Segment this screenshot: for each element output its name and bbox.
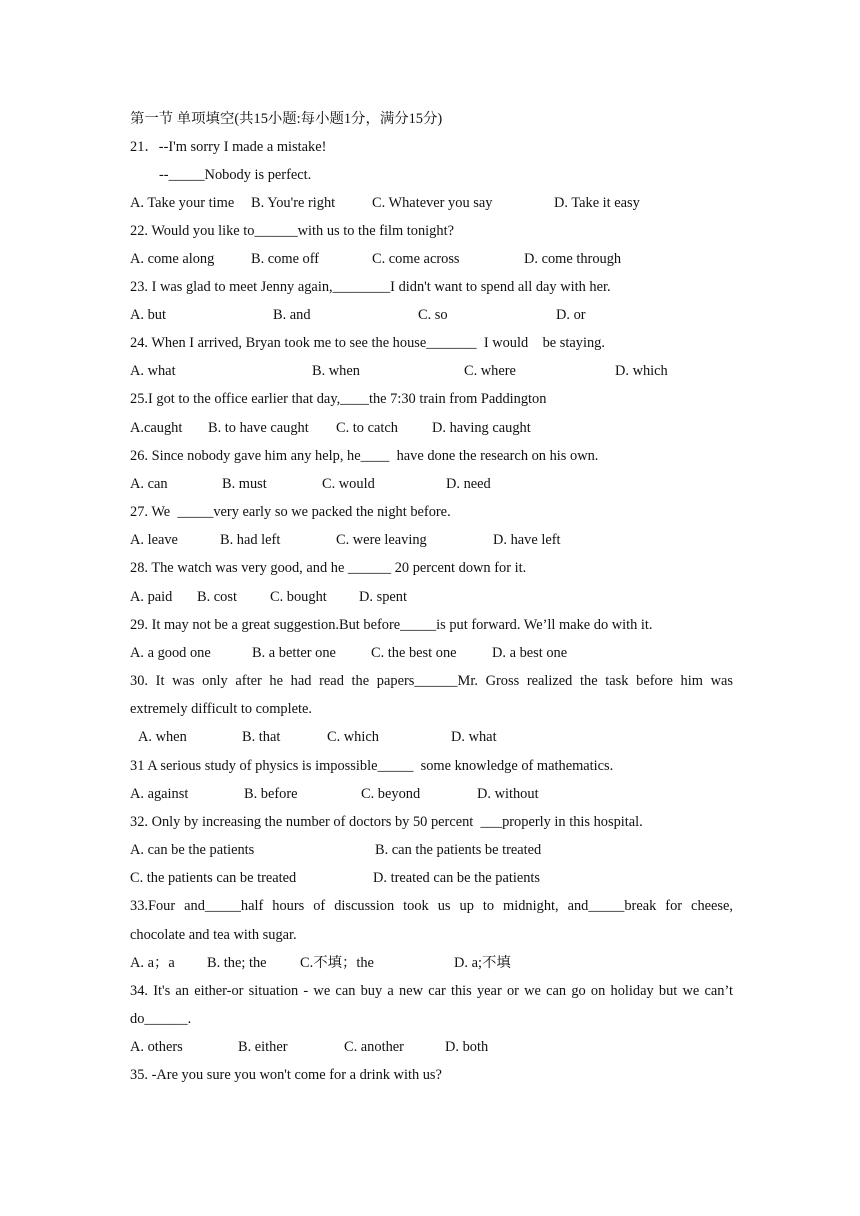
question-21-stem: 21．--I'm sorry I made a mistake! <box>130 139 327 155</box>
option-b: B. the; the <box>207 955 267 971</box>
option-d: D. both <box>445 1039 489 1055</box>
option-d: D. without <box>477 786 539 802</box>
option-d: D. what <box>451 729 497 745</box>
option-a: A. come along <box>130 251 215 267</box>
question-21-options <box>130 193 740 213</box>
option-b: B. had left <box>220 532 281 548</box>
question-31-stem: 31 A serious study of physics is impossible_____ some knowledge of mathematics. <box>130 758 614 774</box>
question-27-stem: 27. We _____very early so we packed the night before. <box>130 504 451 520</box>
option-d: D. treated can be the patients <box>373 870 541 886</box>
option-c: C. Whatever you say <box>372 195 493 211</box>
question-31-options <box>130 784 740 804</box>
question-26-stem: 26. Since nobody gave him any help, he____ have done the research on his own. <box>130 448 599 464</box>
option-c: C. would <box>322 476 375 492</box>
option-d: D. have left <box>493 532 561 548</box>
option-c: C. were leaving <box>336 532 427 548</box>
option-a: A.caught <box>130 420 183 436</box>
question-22-options <box>130 249 740 269</box>
option-b: B. before <box>244 786 298 802</box>
question-34-stem: 34. It's an either-or situation - we can buy a new car this year or we can go on holiday but we can’t <box>130 983 733 999</box>
question-22-stem: 22. Would you like to______with us to the film tonight? <box>130 223 454 239</box>
option-a: A. against <box>130 786 189 802</box>
option-b: B. to have caught <box>208 420 309 436</box>
option-b: B. cost <box>197 589 237 605</box>
question-27-options <box>130 530 740 550</box>
option-b: B. and <box>273 307 311 323</box>
option-c: C. so <box>418 307 448 323</box>
question-30-stem-cont: extremely difficult to complete. <box>130 701 312 717</box>
option-d: D. having caught <box>432 420 531 436</box>
question-32-options-row1 <box>130 840 740 860</box>
option-a: A. Take your time <box>130 195 235 211</box>
option-c: C. where <box>464 363 516 379</box>
question-32-options-row2 <box>130 868 740 888</box>
option-a: A. paid <box>130 589 173 605</box>
option-a: A. leave <box>130 532 178 548</box>
option-c: C. which <box>327 729 379 745</box>
question-30-stem: 30. It was only after he had read the papers______Mr. Gross realized the task before him was <box>130 673 733 689</box>
option-a: A. a good one <box>130 645 211 661</box>
option-b: B. must <box>222 476 267 492</box>
option-b: B. either <box>238 1039 288 1055</box>
option-a: A. a；a <box>130 955 175 971</box>
question-32-stem: 32. Only by increasing the number of doctors by 50 percent ___properly in this hospital. <box>130 814 643 830</box>
option-b: B. come off <box>251 251 320 267</box>
option-a: A. what <box>130 363 176 379</box>
option-a: A. can <box>130 476 168 492</box>
option-c: C.不填；the <box>300 955 374 971</box>
question-29-options <box>130 643 740 663</box>
option-b: B. that <box>242 729 281 745</box>
option-b: B. a better one <box>252 645 336 661</box>
option-c: C. bought <box>270 589 327 605</box>
option-a: A. when <box>138 729 187 745</box>
question-34-stem-cont: do______. <box>130 1011 192 1027</box>
question-26-options <box>130 474 740 494</box>
option-b: B. when <box>312 363 360 379</box>
option-d: D. a best one <box>492 645 568 661</box>
option-c: C. the best one <box>371 645 457 661</box>
question-21-reply: --_____Nobody is perfect. <box>159 167 312 183</box>
option-c: C. come across <box>372 251 460 267</box>
question-30-options <box>130 727 740 747</box>
question-24-stem: 24. When I arrived, Bryan took me to see the house_______ I would be staying. <box>130 335 605 351</box>
option-c: C. the patients can be treated <box>130 870 297 886</box>
question-25-stem: 25.I got to the office earlier that day,____the 7:30 train from Paddington <box>130 391 547 407</box>
option-c: C. beyond <box>361 786 421 802</box>
option-d: D. a;不填 <box>454 955 511 971</box>
question-35-stem: 35. -Are you sure you won't come for a drink with us? <box>130 1067 442 1083</box>
option-d: D. or <box>556 307 586 323</box>
option-d: D. Take it easy <box>554 195 640 211</box>
question-34-options <box>130 1037 740 1057</box>
option-d: D. spent <box>359 589 407 605</box>
option-c: C. another <box>344 1039 404 1055</box>
question-23-stem: 23. I was glad to meet Jenny again,________I didn't want to spend all day with her. <box>130 279 611 295</box>
question-28-stem: 28. The watch was very good, and he ______ 20 percent down for it. <box>130 560 527 576</box>
option-a: A. but <box>130 307 166 323</box>
question-29-stem: 29. It may not be a great suggestion.But before_____is put forward. We’ll make do with it. <box>130 617 653 633</box>
option-d: D. need <box>446 476 491 492</box>
question-33-stem-cont: chocolate and tea with sugar. <box>130 927 297 943</box>
section-title: 第一节 单项填空(共15小题:每小题1分，满分15分) <box>130 111 443 127</box>
option-a: A. can be the patients <box>130 842 255 858</box>
option-c: C. to catch <box>336 420 398 436</box>
option-d: D. come through <box>524 251 622 267</box>
option-d: D. which <box>615 363 668 379</box>
option-a: A. others <box>130 1039 183 1055</box>
option-b: B. You're right <box>251 195 336 211</box>
question-33-stem: 33.Four and_____half hours of discussion took us up to midnight, and_____break for cheese, <box>130 898 733 914</box>
question-24-options <box>130 361 740 381</box>
question-23-options <box>130 305 740 325</box>
question-28-options <box>130 587 740 607</box>
question-25-options <box>130 418 740 438</box>
question-33-options <box>130 953 740 973</box>
option-b: B. can the patients be treated <box>375 842 542 858</box>
